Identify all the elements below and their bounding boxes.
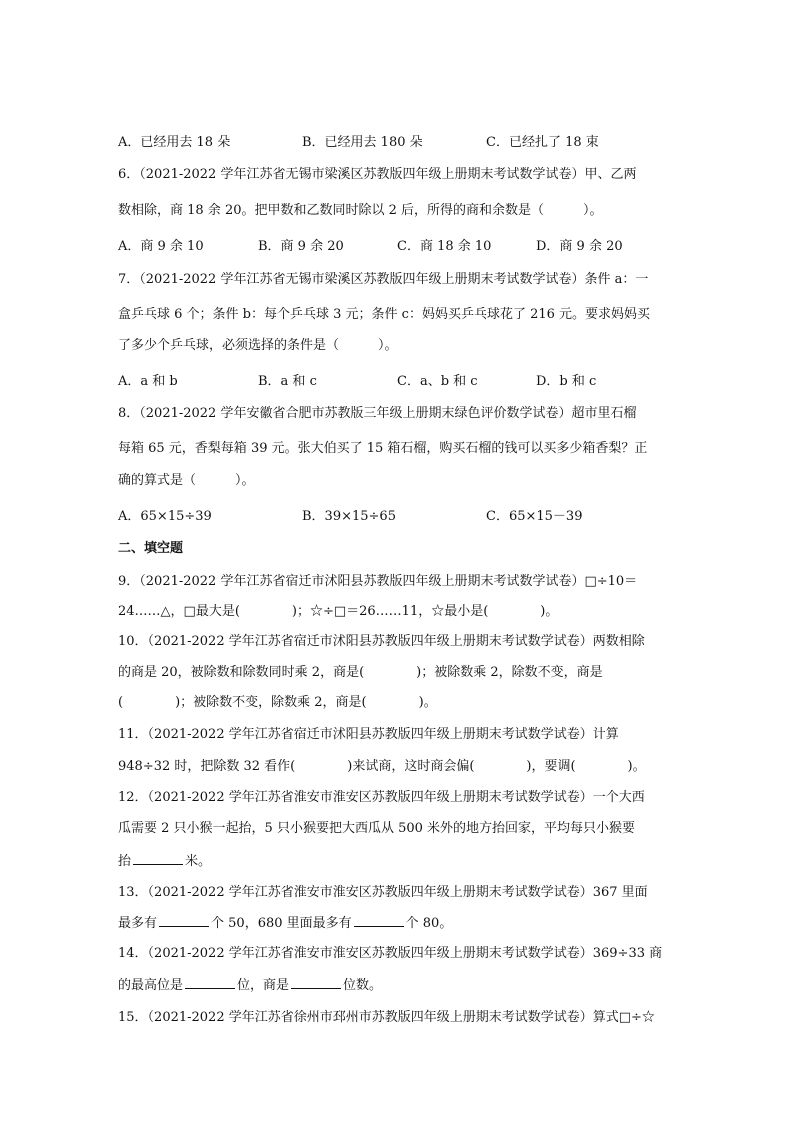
q6-option-a: A．商 9 余 10 xyxy=(118,239,204,254)
q12-text-a: 抬 xyxy=(118,854,132,869)
q11-stem-line1: 11．（2021-2022 学年江苏省宿迁市沭阳县苏教版四年级上册期末考试数学试卷）计算 xyxy=(118,727,619,742)
q7-option-c: C．a、b 和 c xyxy=(397,374,478,389)
q13-stem-line1: 13．（2021-2022 学年江苏省淮安市淮安区苏教版四年级上册期末考试数学试卷）367 里面 xyxy=(118,885,648,900)
q8-stem-line2: 每箱 65 元，香梨每箱 39 元。张大伯买了 15 箱石榴，购买石榴的钱可以买多少箱香梨？正 xyxy=(118,441,648,456)
q9-stem-line1: 9．（2021-2022 学年江苏省宿迁市沭阳县苏教版四年级上册期末考试数学试卷）□÷10＝ xyxy=(118,574,638,589)
q12-stem-line1: 12．（2021-2022 学年江苏省淮安市淮安区苏教版四年级上册期末考试数学试卷）一个大西 xyxy=(118,790,645,805)
q7-stem-line3: 了多少个乒乓球，必须选择的条件是（ ）。 xyxy=(118,338,398,353)
q8-option-c: C．65×15－39 xyxy=(486,509,583,524)
q14-text-c: 位数。 xyxy=(343,978,383,993)
q12-stem-line2: 瓜需要 2 只小猴一起抬，5 只小猴要把大西瓜从 500 米外的地方抬回家，平均每只小猴要 xyxy=(118,821,636,836)
q14-text-a: 的最高位是 xyxy=(118,978,184,993)
q11-stem-line2: 948÷32 时，把除数 32 看作( )来试商，这时商会偏( )，要调( )。 xyxy=(118,759,646,774)
q6-option-c: C．商 18 余 10 xyxy=(397,239,492,254)
q12-text-b: 米。 xyxy=(185,854,212,869)
q7-option-b: B．a 和 c xyxy=(258,374,317,389)
q7-stem-line2: 盒乒乓球 6 个；条件 b：每个乒乓球 3 元；条件 c：妈妈买乒乓球花了 216 元。要求妈妈买 xyxy=(118,307,651,322)
q14-answer-blank-2[interactable] xyxy=(291,976,341,989)
q9-stem-line2: 24……△，□最大是( )；☆÷□＝26……11，☆最小是( )。 xyxy=(118,604,559,619)
q6-option-d: D．商 9 余 20 xyxy=(536,239,623,254)
q13-stem-line2 xyxy=(118,914,678,933)
q8-option-a: A．65×15÷39 xyxy=(118,509,212,524)
q7-option-a: A．a 和 b xyxy=(118,374,178,389)
q5-option-c: C．已经扎了 18 束 xyxy=(486,135,599,150)
q14-stem-line1: 14．（2021-2022 学年江苏省淮安市淮安区苏教版四年级上册期末考试数学试卷）369÷33 商 xyxy=(118,946,663,961)
q13-answer-blank-2[interactable] xyxy=(354,914,404,927)
q10-stem-line3: ( )；被除数不变，除数乘 2，商是( )。 xyxy=(118,695,437,710)
q6-stem-line1: 6．（2021-2022 学年江苏省无锡市梁溪区苏教版四年级上册期末考试数学试卷）甲、乙两 xyxy=(118,167,637,182)
q13-text-b: 个 50，680 里面最多有 xyxy=(211,916,352,931)
q6-option-b: B．商 9 余 20 xyxy=(258,239,344,254)
section-title-fill-in: 二、填空题 xyxy=(118,541,184,556)
q5-option-a: A．已经用去 18 朵 xyxy=(118,135,231,150)
q7-stem-line1: 7．（2021-2022 学年江苏省无锡市梁溪区苏教版四年级上册期末考试数学试卷）条件 a：一 xyxy=(118,272,649,287)
q8-stem-line3: 确的算式是（ ）。 xyxy=(118,473,255,488)
q10-stem-line2: 的商是 20，被除数和除数同时乘 2，商是( )；被除数乘 2，除数不变，商是 xyxy=(118,665,603,680)
q13-text-c: 个 80。 xyxy=(405,916,453,931)
q8-option-b: B．39×15÷65 xyxy=(302,509,396,524)
q14-stem-line2 xyxy=(118,976,678,995)
q5-option-b: B．已经用去 180 朵 xyxy=(302,135,423,150)
q12-answer-blank[interactable] xyxy=(133,852,183,865)
q13-answer-blank-1[interactable] xyxy=(159,914,209,927)
q7-option-d: D．b 和 c xyxy=(536,374,597,389)
q14-answer-blank-1[interactable] xyxy=(185,976,235,989)
q15-stem-line1: 15．（2021-2022 学年江苏省徐州市邳州市苏教版四年级上册期末考试数学试卷）算式□÷☆ xyxy=(118,1010,655,1025)
q13-text-a: 最多有 xyxy=(118,916,158,931)
q12-stem-line3 xyxy=(118,852,678,871)
q14-text-b: 位，商是 xyxy=(237,978,290,993)
q8-stem-line1: 8．（2021-2022 学年安徽省合肥市苏教版三年级上册期末绿色评价数学试卷）超市里石榴 xyxy=(118,406,637,421)
q6-stem-line2: 数相除，商 18 余 20。把甲数和乙数同时除以 2 后，所得的商和余数是（ ）。 xyxy=(118,203,603,218)
q10-stem-line1: 10．（2021-2022 学年江苏省宿迁市沭阳县苏教版四年级上册期末考试数学试卷）两数相除 xyxy=(118,634,645,649)
